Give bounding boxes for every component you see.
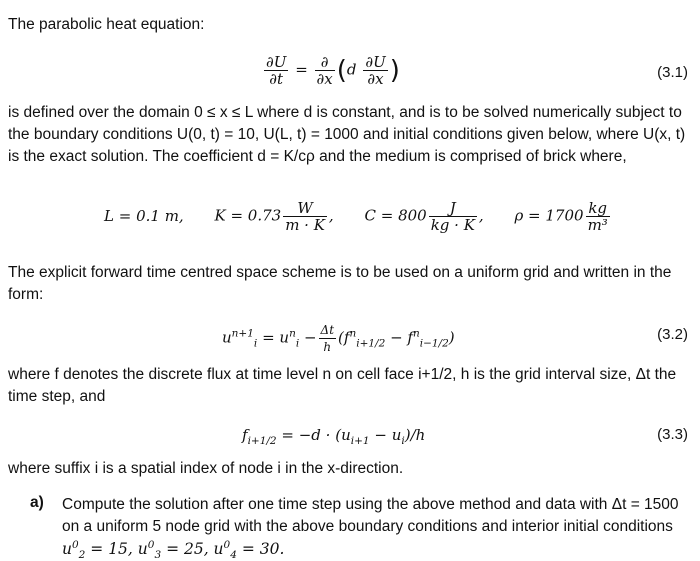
param-C: C = 800 $\frac{J}{kg \cdot K}$ , [364, 199, 484, 234]
parameter-list [0, 196, 700, 236]
param-L: L = 0.1 m, [104, 206, 184, 225]
paragraph-scheme: The explicit forward time centred space scheme is to be used on a uniform grid and written in the form: [8, 264, 672, 303]
equation-number: (3.1) [657, 64, 688, 81]
equation-3-1: $\frac{\partial U}{\partial t}$ = $\frac{\partial}{\partial x}$ (d $\frac{\partial U}{\partial x}$ ) (3.1) [266, 53, 688, 88]
paragraph-domain: is defined over the domain 0 ≤ x ≤ L where d is constant, and is to be solved numerically subject to the boundary conditions U(0, t) = 10, U(L, t) = 1000 and initial conditions given below, where U(x, t) is the exact solution. The coefficient d = K/cρ and the medium is comprised of brick where, [8, 104, 686, 165]
param-K: K = 0.73 $\frac{W}{m \cdot K}$ , [214, 199, 334, 234]
question-label: a) [30, 494, 44, 511]
equation-3-3: $f_{i+1/2} = -d \cdot (u_{i+1} - u_i)/h$ (3.3) [242, 426, 688, 447]
lhs-fraction: $\frac{\partial U}{\partial t}$ [266, 53, 287, 88]
rhs-fraction: $\frac{\partial}{\partial x}$ [316, 53, 333, 88]
inner-fraction: $\frac{\partial U}{\partial x}$ [365, 53, 386, 88]
intro-text: The parabolic heat equation: [8, 16, 205, 33]
question-text: Compute the solution after one time step using the above method and data with Δt = 1500 on a uniform 5 node grid with the above boundary conditions and interior initial conditions $u^0_2 = 15$, $u^0_3 = 25$, $u^0_4 = 30$. [62, 496, 679, 561]
paragraph-flux: where f denotes the discrete flux at time level n on cell face i+1/2, h is the grid interval size, Δt the time step, and [8, 366, 677, 405]
equation-number: (3.3) [657, 426, 688, 443]
param-rho: ρ = 1700 $\frac{kg}{\text{m³}}$ [514, 199, 608, 234]
paragraph-suffix: where suffix i is a spatial index of node i in the x-direction. [8, 460, 404, 477]
equation-number: (3.2) [657, 326, 688, 343]
equation-3-2: $u^{n+1}_i = u^n_i$ − $\frac{\Delta t}{h}$ $(f^n_{i+1/2} - f^n_{i-1/2})$ (3.2) [222, 323, 688, 354]
